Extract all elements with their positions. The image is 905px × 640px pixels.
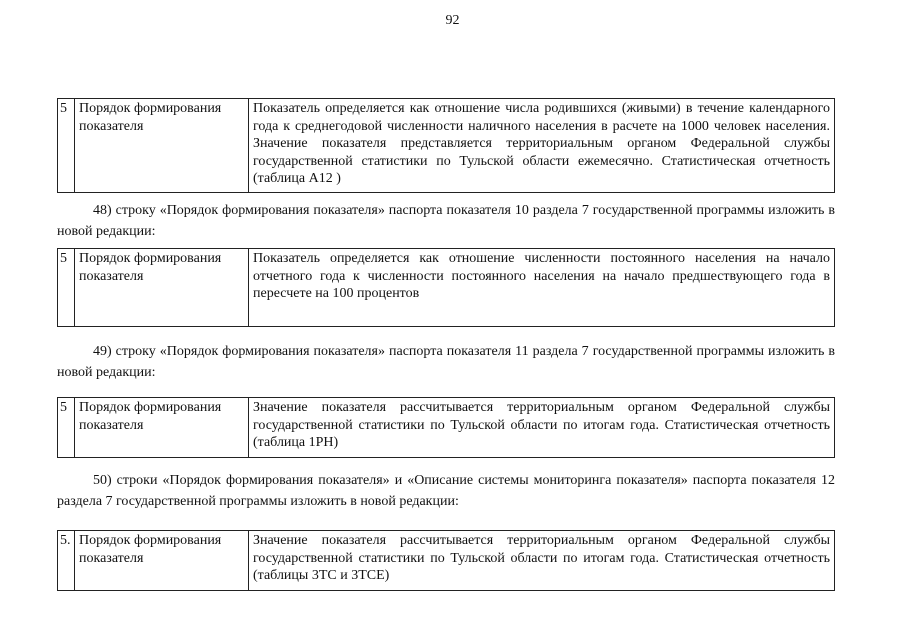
row-content: Показатель определяется как отношение численности постоянного населения на начало отчетного года к численности постоянного населения на начало предшествующего года в пересчете на 100 процентов — [249, 249, 835, 327]
indicator-table-3 — [57, 397, 835, 458]
row-number: 5 — [58, 249, 75, 327]
row-content: Значение показателя рассчитывается территориальным органом Федеральной службы государственной статистики по Тульской области по итогам года. Статистическая отчетность (таблица 1РН) — [249, 398, 835, 458]
row-number: 5 — [58, 398, 75, 458]
page-number: 92 — [445, 13, 460, 28]
row-content: Значение показателя рассчитывается территориальным органом Федеральной службы государственной статистики по Тульской области по итогам года. Статистическая отчетность (таблицы 3ТС и 3ТСЕ) — [249, 531, 835, 591]
table-row — [58, 249, 835, 327]
row-title: Порядок формирования показателя — [75, 531, 249, 591]
row-title: Порядок формирования показателя — [75, 249, 249, 327]
amendment-paragraph-49: 49) строку «Порядок формирования показателя» паспорта показателя 11 раздела 7 государственной программы изложить в новой редакции: — [57, 344, 835, 380]
table-row — [58, 99, 835, 193]
row-content: Показатель определяется как отношение числа родившихся (живыми) в течение календарного года к среднегодовой численности наличного населения в расчете на 1000 человек населения. Значение показателя представляется территориальным органом Федеральной службы государственной статистики по Тульской области ежемесячно. Статистическая отчетность (таблица А12 ) — [249, 99, 835, 193]
table-row — [58, 398, 835, 458]
row-title: Порядок формирования показателя — [75, 99, 249, 193]
amendment-paragraph-50: 50) строки «Порядок формирования показателя» и «Описание системы мониторинга показателя» паспорта показателя 12 раздела 7 государственной программы изложить в новой редакции: — [57, 473, 835, 509]
table-row — [58, 531, 835, 591]
row-number: 5. — [58, 531, 75, 591]
indicator-table-2 — [57, 248, 835, 327]
row-title: Порядок формирования показателя — [75, 398, 249, 458]
indicator-table-1 — [57, 98, 835, 193]
row-number: 5 — [58, 99, 75, 193]
amendment-paragraph-48: 48) строку «Порядок формирования показателя» паспорта показателя 10 раздела 7 государственной программы изложить в новой редакции: — [57, 203, 835, 239]
indicator-table-4 — [57, 530, 835, 591]
